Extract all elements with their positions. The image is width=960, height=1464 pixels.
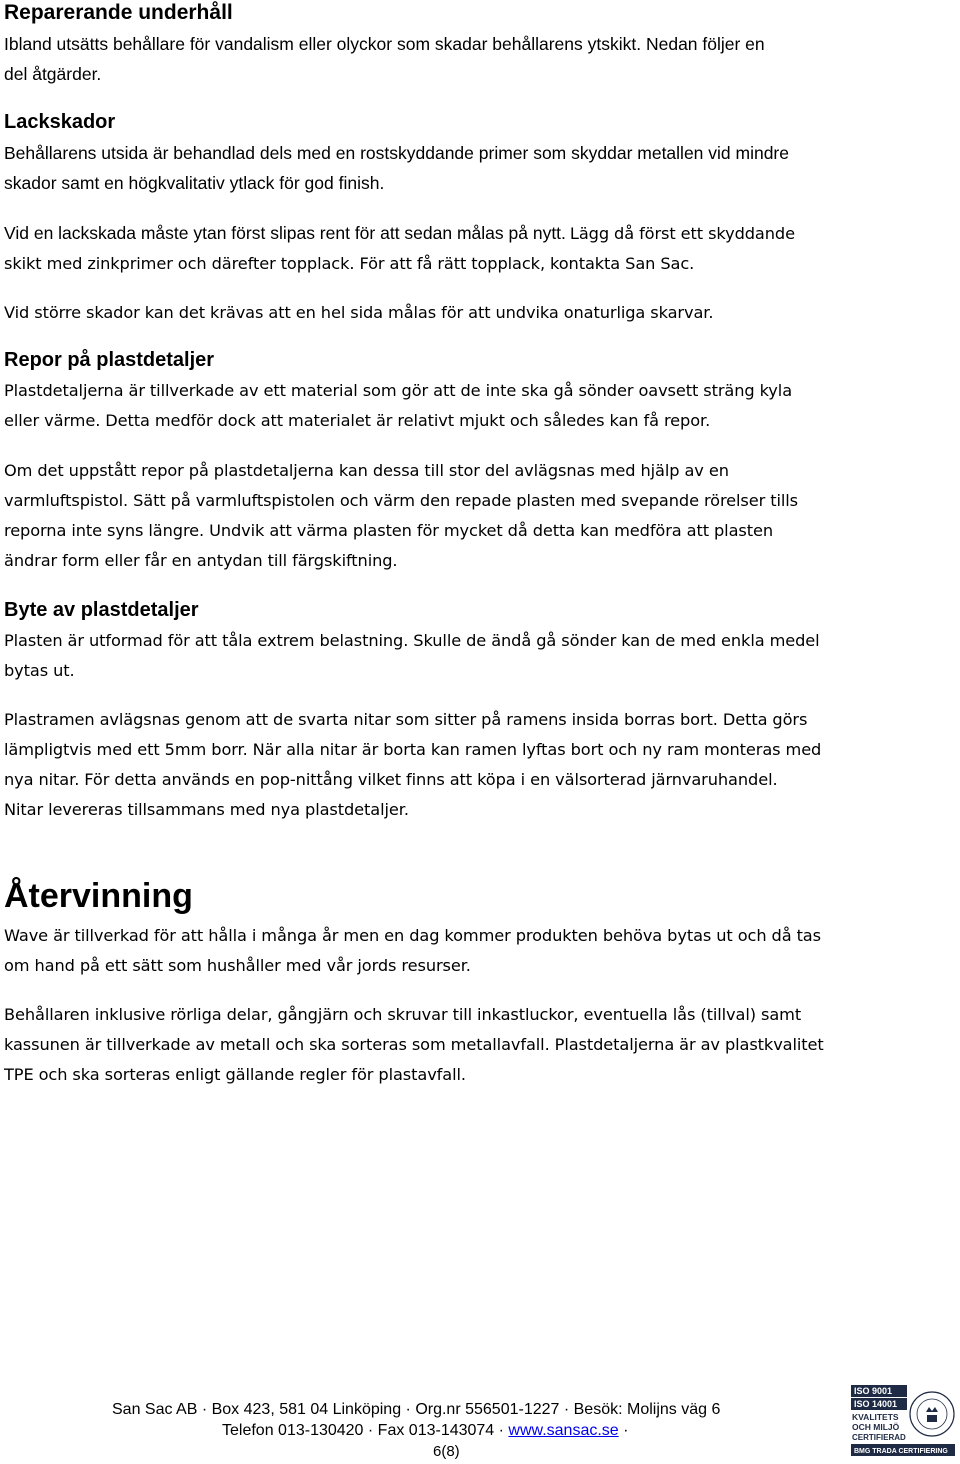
paragraph-atervinning-2 bbox=[4, 1000, 824, 1090]
text-line: Behållaren inklusive rörliga delar, gångjärn och skruvar till inkastluckor, eventuella lås (tillval) samt bbox=[4, 1005, 802, 1024]
section-atervinning bbox=[4, 876, 193, 916]
cert-text: ISO 14001 bbox=[854, 1399, 898, 1409]
text-line: Vid större skador kan det krävas att en hel sida målas för att undvika onaturliga skarvar. bbox=[4, 303, 714, 322]
text-line: Behållarens utsida är behandlad dels med en rostskyddande primer som skyddar metallen vid mindre bbox=[4, 143, 789, 163]
text-line: skador samt en högkvalitativ ytlack för god finish. bbox=[4, 173, 385, 193]
cert-text: BMG TRADA CERTIFIERING bbox=[854, 1448, 948, 1455]
text-line: om hand på ett sätt som hushåller med vår jords resurser. bbox=[4, 956, 471, 975]
section-repor bbox=[4, 345, 214, 375]
heading-repor-pa-plastdetaljer: Repor på plastdetaljer bbox=[4, 349, 215, 371]
paragraph-byte-1 bbox=[4, 626, 820, 686]
text-line: ändrar form eller får en antydan till färgskiftning. bbox=[4, 551, 398, 570]
text-line: Om det uppstått repor på plastdetaljerna kan dessa till stor del avlägsnas med hjälp av en bbox=[4, 461, 729, 480]
text-line: Nitar levereras tillsammans med nya plastdetaljer. bbox=[4, 800, 409, 819]
heading-lackskador: Lackskador bbox=[4, 111, 116, 133]
paragraph-intro bbox=[4, 29, 765, 89]
footer-website-link[interactable]: www.sansac.se bbox=[508, 1422, 619, 1439]
cert-text: KVALITETS bbox=[852, 1412, 899, 1422]
paragraph-repor-2 bbox=[4, 456, 798, 576]
footer-separator: · bbox=[618, 1422, 629, 1439]
text-line: Plastdetaljerna är tillverkade av ett material som gör att de inte ska gå sönder oavsett sträng kyla bbox=[4, 381, 793, 400]
text-line: Vid en lackskada måste ytan först slipas rent för att sedan målas på nytt. bbox=[4, 223, 566, 243]
text-line: bytas ut. bbox=[4, 661, 75, 680]
cert-text: OCH MILJÖ bbox=[852, 1422, 900, 1432]
paragraph-byte-2 bbox=[4, 705, 821, 825]
text-line: Wave är tillverkad för att hålla i många år men en dag kommer produkten behöva bytas ut och då tas bbox=[4, 926, 821, 945]
cert-text: ISO 9001 bbox=[854, 1386, 893, 1396]
paragraph-atervinning-1 bbox=[4, 921, 821, 981]
text-line: eller värme. Detta medför dock att materialet är relativt mjukt och således kan få repor. bbox=[4, 411, 711, 430]
text-line: skikt med zinkprimer och därefter topplack. För att få rätt topplack, kontakta San Sac. bbox=[4, 254, 695, 273]
text-line: Plasten är utformad för att tåla extrem belastning. Skulle de ändå gå sönder kan de med enkla medel bbox=[4, 631, 820, 650]
text-line: reporna inte syns längre. Undvik att värma plasten för mycket då detta kan medföra att plasten bbox=[4, 521, 773, 540]
footer-company-line: San Sac AB · Box 423, 581 04 Linköping · Org.nr 556501-1227 · Besök: Molijns väg 6 bbox=[112, 1401, 721, 1418]
heading-reparerande-underhall: Reparerande underhåll bbox=[4, 1, 233, 24]
text-line: nya nitar. För detta används en pop-nittång vilket finns att köpa i en välsorterad järnvaruhandel. bbox=[4, 770, 778, 789]
section-byte bbox=[4, 595, 199, 625]
text-line: lämpligtvis med ett 5mm borr. När alla nitar är borta kan ramen lyftas bort och ny ram monteras med bbox=[4, 740, 822, 759]
paragraph-lackskador-2 bbox=[4, 218, 795, 279]
text-line: kassunen är tillverkade av metall och ska sorteras som metallavfall. Plastdetaljerna är av plastkvalitet bbox=[4, 1035, 824, 1054]
page-number: 6(8) bbox=[433, 1443, 460, 1460]
paragraph-lackskador-1 bbox=[4, 138, 789, 198]
text-line: varmluftspistol. Sätt på varmluftspistolen och värm den repade plasten med svepande rörelser tills bbox=[4, 491, 799, 510]
certification-badge bbox=[850, 1384, 956, 1458]
text-line: del åtgärder. bbox=[4, 64, 102, 84]
heading-byte-av-plastdetaljer: Byte av plastdetaljer bbox=[4, 599, 199, 621]
heading-atervinning: Återvinning bbox=[4, 877, 193, 915]
section-reparerande bbox=[4, 0, 233, 28]
text-line: TPE och ska sorteras enligt gällande regler för plastavfall. bbox=[4, 1065, 466, 1084]
footer-phone-fax: Telefon 013-130420 · Fax 013-143074 · bbox=[222, 1422, 509, 1439]
certification-logo bbox=[850, 1384, 956, 1458]
cert-text: CERTIFIERAD bbox=[852, 1433, 906, 1442]
text-line: Plastramen avlägsnas genom att de svarta nitar som sitter på ramens insida borras bort. Detta görs bbox=[4, 710, 808, 729]
footer-contact-line bbox=[222, 1422, 628, 1440]
section-lackskador bbox=[4, 107, 115, 137]
paragraph-repor-1 bbox=[4, 376, 792, 436]
text-line: Ibland utsätts behållare för vandalism eller olyckor som skadar behållarens ytskikt. Nedan följer en bbox=[4, 34, 765, 54]
text-line: Lägg då först ett skyddande bbox=[569, 224, 795, 243]
paragraph-lackskador-3 bbox=[4, 298, 713, 328]
